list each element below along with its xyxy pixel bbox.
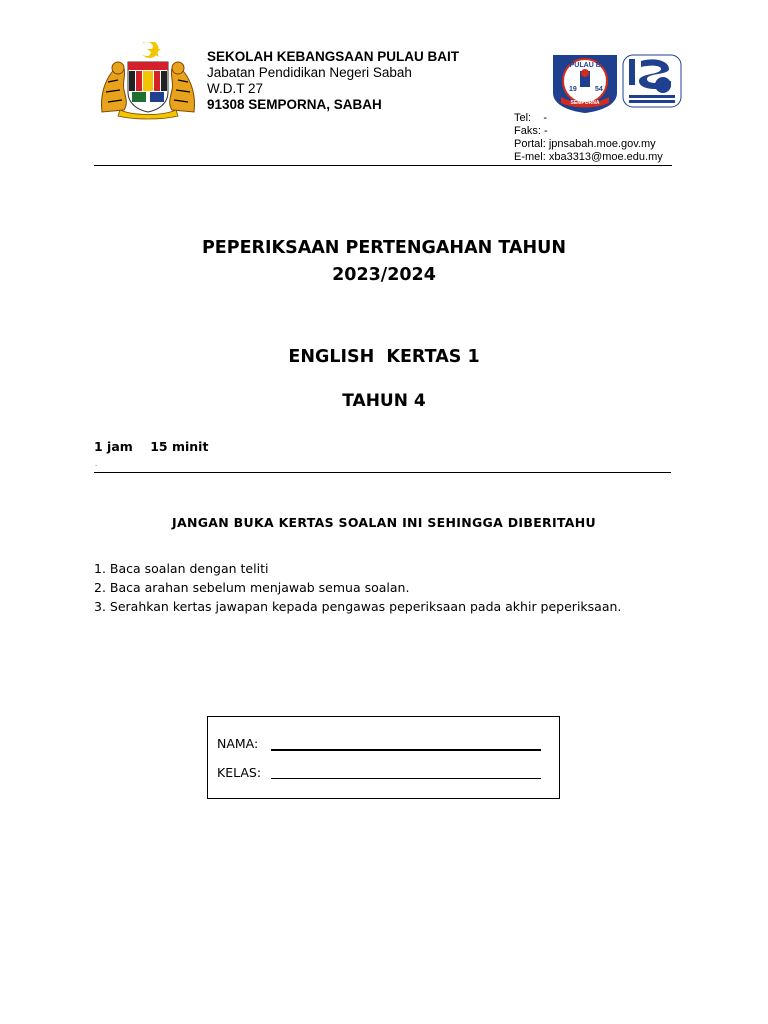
- badge-year-right: 54: [595, 86, 603, 93]
- instruction-item: 2. Baca arahan sebelum menjawab semua soalan.: [94, 580, 410, 595]
- badge-ribbon-text: SEMPORNA: [570, 100, 600, 106]
- warning-notice: JANGAN BUKA KERTAS SOALAN INI SEHINGGA DIBERITAHU: [172, 515, 596, 530]
- instruction-item: 3. Serahkan kertas jawapan kepada pengawas peperiksaan pada akhir peperiksaan.: [94, 599, 622, 614]
- dot-mark: .: [95, 459, 98, 468]
- contact-tel: Tel: -: [514, 112, 548, 124]
- department-name: Jabatan Pendidikan Negeri Sabah: [207, 65, 412, 80]
- contact-portal: Portal: jpnsabah.moe.gov.my: [514, 138, 656, 150]
- class-label: KELAS:: [217, 765, 262, 780]
- school-info: [207, 49, 459, 113]
- instruction-item: 1. Baca soalan dengan teliti: [94, 561, 269, 576]
- school-name: SEKOLAH KEBANGSAAN PULAU BAIT: [207, 49, 460, 64]
- exam-duration: 1 jam 15 minit: [94, 439, 209, 454]
- instructions-list: [94, 559, 621, 616]
- name-input-line[interactable]: [271, 749, 541, 751]
- section-divider: [94, 472, 671, 473]
- school-badges: [551, 53, 683, 113]
- exam-subject: ENGLISH KERTAS 1: [288, 347, 480, 367]
- student-info-box: [207, 716, 560, 799]
- exam-title: PEPERIKSAAN PERTENGAHAN TAHUN: [201, 238, 566, 258]
- coat-of-arms-logo: [98, 42, 198, 120]
- school-code: W.D.T 27: [207, 81, 264, 96]
- name-label: NAMA:: [217, 736, 259, 751]
- ipk-badge-logo: [623, 55, 681, 107]
- contact-fax: Faks: -: [514, 125, 548, 137]
- badge-arc-text: SK PULAU BAIT: [557, 62, 613, 69]
- contact-email: E-mel: xba3313@moe.edu.my: [514, 151, 663, 163]
- exam-session: 2023/2024: [332, 265, 436, 285]
- exam-grade: TAHUN 4: [342, 391, 426, 411]
- school-address: 91308 SEMPORNA, SABAH: [207, 97, 382, 112]
- class-input-line[interactable]: [271, 778, 541, 779]
- contact-info: [514, 112, 663, 164]
- header-divider: [94, 165, 672, 166]
- badge-year-left: 19: [569, 86, 577, 93]
- school-badge-logo: [553, 55, 617, 113]
